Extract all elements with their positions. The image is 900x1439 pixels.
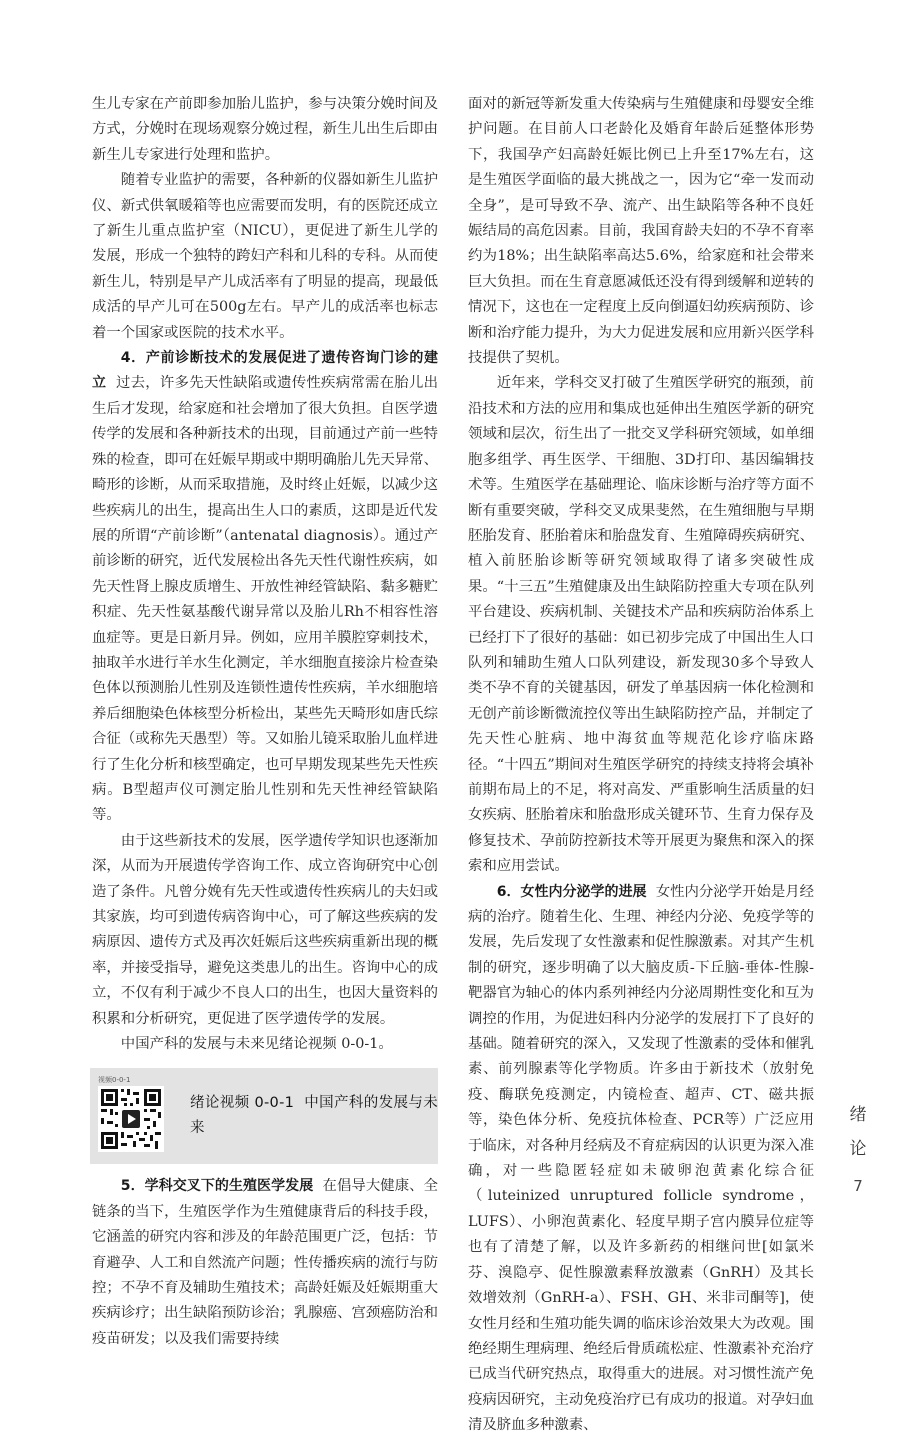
- video-box[interactable]: [90, 1068, 438, 1164]
- video-name: 中国产科的发展与未来: [190, 1095, 438, 1137]
- chapter-side-label: 绪论: [849, 1105, 867, 1159]
- section-heading: 5．学科交叉下的生殖医学发展: [120, 1178, 314, 1195]
- paragraph: 面对的新冠等新发重大传染病与生殖健康和母婴安全维护问题。在目前人口老龄化及婚育年龄后延整体形势下，我国孕产妇高龄妊娠比例已上升至17%左右，这是生殖医学面临的最大挑战之一，因为它“牵一发而动全身”，是可导致不孕、流产、出生缺陷等各种不良妊娠结局的高危因素。目前，我国育龄夫妇的不孕不育率约为18%；出生缺陷率高达5.6%，给家庭和社会带来巨大负担。而在生育意愿减低还没有得到缓解和逆转的情况下，这也在一定程度上反向倒逼妇幼疾病预防、诊断和治疗能力提升，为大力促进发展和应用新兴医学科技提供了契机。: [468, 96, 814, 367]
- page-number: 7: [853, 1177, 863, 1195]
- section-5: [92, 1174, 438, 1352]
- paragraph: 生儿专家在产前即参加胎儿监护，参与决策分娩时间及方式，分娩时在现场观察分娩过程，新生儿出生后即由新生儿专家进行处理和监护。: [92, 96, 438, 163]
- qr-code-block[interactable]: [96, 1077, 168, 1155]
- section-heading: 4．产前诊断技术的发展促进了遗传咨询门诊的建立: [92, 350, 438, 392]
- video-title[interactable]: [190, 1091, 438, 1142]
- qr-code-icon[interactable]: [98, 1086, 164, 1152]
- section-body: 过去，许多先天性缺陷或遗传性疾病常需在胎儿出生后才发现，给家庭和社会增加了很大负担。自医学遗传学的发展和各种新技术的出现，目前通过产前一些特殊的检查，即可在妊娠早期或中期明确胎儿先天异常、畸形的诊断，从而采取措施，及时终止妊娠，以减少这些疾病儿的出生，提高出生人口的素质，这即是近代发展的所谓“产前诊断”（antenatal diagnosis）。通过产前诊断的研究，近代发展检出各先天性代谢性疾病，如先天性肾上腺皮质增生、开放性神经管缺陷、黏多糖贮积症、先天性氨基酸代谢异常以及胎儿Rh不相容性溶血症等。更是日新月异。例如，应用羊膜腔穿刺技术，抽取羊水进行羊水生化测定，羊水细胞直接涂片检查染色体以预测胎儿性别及连锁性遗传性疾病，羊水细胞培养后细胞染色体核型分析检出，某些先天畸形如唐氏综合征（或称先天愚型）等。又如胎儿镜采取胎儿血样进行了生化分析和核型确定，也可早期发现某些先天性疾病。B型超声仪可测定胎儿性别和先天性神经管缺陷等。: [92, 375, 438, 824]
- right-column: [468, 92, 814, 1439]
- qr-tag: 视频0-0-1: [98, 1076, 131, 1085]
- left-column: [92, 92, 438, 1352]
- section-body: 在倡导大健康、全链条的当下，生殖医学作为生殖健康背后的科技手段，它涵盖的研究内容和涉及的年龄范围更广泛，包括：节育避孕、人工和自然流产问题；性传播疾病的流行与防控；不孕不育及辅助生殖技术；高龄妊娠及妊娠期重大疾病诊疗；出生缺陷预防诊治；乳腺癌、宫颈癌防治和疫苗研发；以及我们需要持续: [92, 1178, 438, 1347]
- paragraph: 近年来，学科交叉打破了生殖医学研究的瓶颈，前沿技术和方法的应用和集成也延伸出生殖医学新的研究领域和层次，衍生出了一批交叉学科研究领域，如单细胞多组学、再生医学、干细胞、3D打印、基因编辑技术等。生殖医学在基础理论、临床诊断与治疗等方面不断有重要突破，学科交叉成果斐然，在生殖细胞与早期胚胎发育、胚胎着床和胎盘发育、生殖障碍疾病研究、植入前胚胎诊断等研究领域取得了诸多突破性成果。“十三五”生殖健康及出生缺陷防控重大专项在队列平台建设、疾病机制、关键技术产品和疾病防治体系上已经打下了很好的基础：如已初步完成了中国出生人口队列和辅助生殖人口队列建设，新发现30多个导致人类不孕不育的关键基因，研发了单基因病一体化检测和无创产前诊断微流控仪等出生缺陷防控产品，并制定了先天性心脏病、地中海贫血等规范化诊疗临床路径。“十四五”期间对生殖医学研究的持续支持将会填补前期布局上的不足，将对高发、严重影响生活质量的妇女疾病、胚胎着床和胎盘形成关键环节、生育力保存及修复技术、孕前防控新技术等开展更为聚焦和深入的探索和应用尝试。: [468, 375, 814, 875]
- video-reference: 中国产科的发展与未来见绪论视频 0-0-1。: [120, 1036, 393, 1053]
- section-body: 女性内分泌学开始是月经病的治疗。随着生化、生理、神经内分泌、免疫学等的发展，先后发现了女性激素和促性腺激素。对其产生机制的研究，逐步明确了以大脑皮质-下丘脑-垂体-性腺-靶器官为轴心的体内系列神经内分泌周期性变化和互为调控的作用，为促进妇科内分泌学的发展打下了良好的基础。随着研究的深入，又发现了性激素的受体和催乳素、前列腺素等化学物质。许多由于新技术（放射免疫、酶联免疫测定，内镜检查、超声、CT、磁共振等，染色体分析、免疫抗体检查、PCR等）广泛应用于临床，对各种月经病及不育症病因的认识更为深入准确，对一些隐匿轻症如未破卵泡黄素化综合征（luteinized unruptured follicle syndrome，LUFS）、小卵泡黄素化、轻度早期子宫内膜异位症等也有了清楚了解，以及许多新药的相继问世[如氯米芬、溴隐亭、促性腺激素释放激素（GnRH）及其长效增效剂（GnRH-a）、FSH、GH、米非司酮等]，使女性月经和生殖功能失调的临床诊治效果大为改观。围绝经期生理病理、绝经后骨质疏松症、性激素补充治疗已成当代研究热点，取得重大的进展。对习惯性流产免疫病因研究，主动免疫治疗已有成功的报道。对孕妇血清及脐血多种激素、: [468, 883, 815, 1434]
- section-4: [92, 346, 438, 829]
- paragraph: 随着专业监护的需要，各种新的仪器如新生儿监护仪、新式供氧暖箱等也应需要而发明，有的医院还成立了新生儿重点监护室（NICU），更促进了新生儿学的发展，形成一个独特的跨妇产科和儿科的专科。从而使新生儿，特别是早产儿成活率有了明显的提高，现最低成活的早产儿可在500g左右。早产儿的成活率也标志着一个国家或医院的技术水平。: [92, 172, 438, 341]
- video-number: 绪论视频 0-0-1: [190, 1095, 295, 1112]
- paragraph: 由于这些新技术的发展，医学遗传学知识也逐渐加深，从而为开展遗传学咨询工作、成立咨询研究中心创造了条件。凡曾分娩有先天性或遗传性疾病儿的夫妇或其家族，均可到遗传病咨询中心，可了解这些疾病的发病原因、遗传方式及再次妊娠后这些疾病重新出现的概率，并接受指导，避免这类患儿的出生。咨询中心的成立，不仅有利于减少不良人口的出生，也因大量资料的积累和分析研究，更促进了医学遗传学的发展。: [92, 832, 438, 1027]
- section-heading: 6．女性内分泌学的进展: [496, 883, 647, 900]
- section-6: [468, 880, 814, 1439]
